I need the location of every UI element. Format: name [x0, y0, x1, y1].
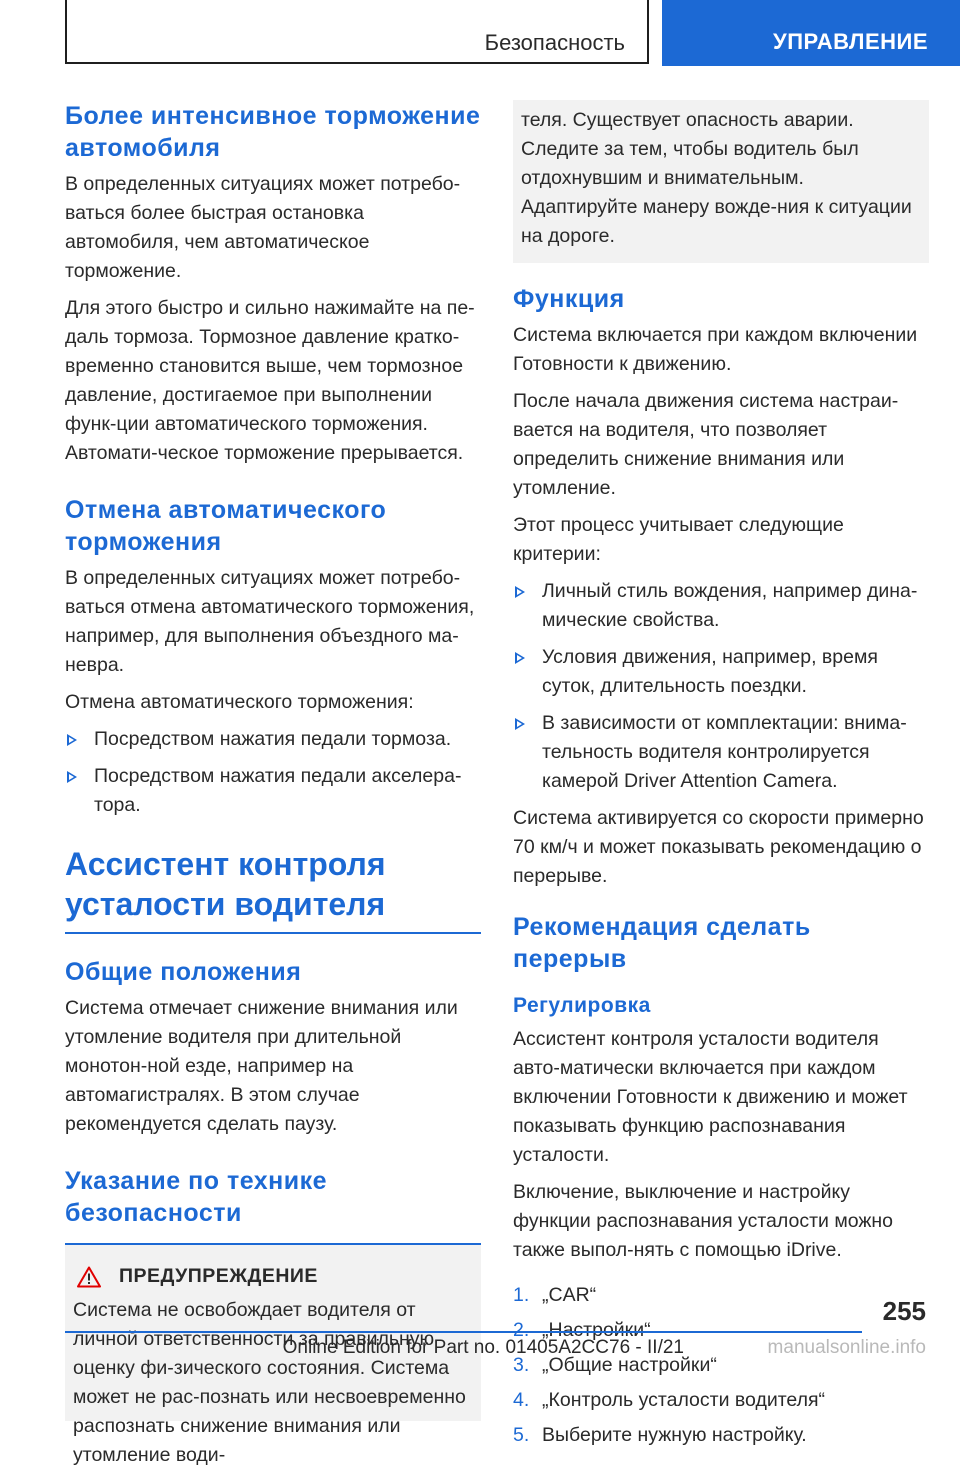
paragraph: В определенных ситуациях может потребо-ваться более быстрая остановка автомобиля, чем автоматическое торможение. [65, 173, 461, 282]
list-item: Условия движения, например, время суток, длительность поездки. [513, 643, 929, 701]
paragraph: Этот процесс учитывает следующие критерии: [513, 514, 844, 565]
chapter-tab[interactable] [662, 0, 960, 66]
right-column [513, 100, 929, 1456]
heading-adjustment: Регулировка [513, 994, 651, 1017]
footer-divider [65, 1331, 862, 1333]
heading-safety-note: Указание по технике безопасности [65, 1167, 328, 1227]
criteria-list [513, 577, 929, 796]
paragraph: Система активируется со скорости примерно 70 км/ч и может показывать рекомендацию о перерыве. [513, 807, 924, 887]
paragraph: Система включается при каждом включении Готовности к движению. [513, 324, 918, 375]
heading-cancel-braking: Отмена автоматического торможения [65, 496, 387, 556]
heading-divider [65, 932, 481, 934]
triangle-bullet-icon [515, 652, 525, 664]
paragraph: Для этого быстро и сильно нажимайте на пе-даль тормоза. Тормозное давление кратко-временно становится выше, чем тормозное давление, достигаемое при выполнении функ-ции автоматического торможения. Автомати-ческое торможение прерывается. [65, 297, 475, 464]
paragraph: В определенных ситуациях может потребо-ваться отмена автоматического торможения, например, для выполнения объездного ма-невра. [65, 567, 475, 676]
list-item: В зависимости от комплектации: внима-тельность водителя контролируется камерой Driver Attention Camera. [513, 709, 929, 796]
triangle-bullet-icon [515, 718, 525, 730]
list-item: Посредством нажатия педали акселера-тора. [65, 762, 481, 820]
warning-title: ПРЕДУПРЕЖДЕНИЕ [119, 1265, 318, 1287]
heading-function: Функция [513, 285, 625, 313]
paragraph: Ассистент контроля усталости водителя авто-матически включается при каждом включении Готовности к движению и может показывать функцию распознавания усталости. [513, 1028, 908, 1166]
warning-triangle-icon [77, 1266, 101, 1288]
warning-text: Система не освобождает водителя от личной ответственности за правильную оценку фи-зического состояния. Система может не рас-познать или несвоевременно распознать снижение внимания или утомление води- [73, 1299, 466, 1466]
warning-text-continued: теля. Существует опасность аварии. Следите за тем, чтобы водитель был отдохнувшим и внимательным. Адаптируйте манеру вожде-ния к ситуации на дороге. [521, 109, 912, 247]
page-number: 255 [882, 1296, 926, 1326]
triangle-bullet-icon [67, 734, 77, 746]
step-item: 5. Выберите нужную настройку. [513, 1424, 807, 1446]
step-item: 4. „Контроль усталости водителя“ [513, 1389, 826, 1411]
edition-text: Online Edition for Part no. 01405A2CC76 - II/21 [282, 1337, 684, 1358]
paragraph: После начала движения система настраи-вается на водителя, что позволяет определить снижение внимания или утомление. [513, 390, 899, 499]
left-column [65, 100, 481, 1466]
heading-general: Общие положения [65, 958, 302, 986]
heading-fatigue-assistant: Ассистент контроля усталости водителя [65, 846, 386, 922]
step-item: 1. „CAR“ [513, 1284, 597, 1306]
section-title: Безопасность [484, 30, 625, 55]
paragraph: Отмена автоматического торможения: [65, 691, 414, 713]
cancel-list [65, 725, 481, 820]
paragraph: Включение, выключение и настройку функции распознавания усталости можно также выпол-нять с помощью iDrive. [513, 1181, 894, 1261]
list-item: Посредством нажатия педали тормоза. [65, 725, 481, 754]
steps-list [513, 1281, 929, 1450]
triangle-bullet-icon [515, 586, 525, 598]
list-item: Личный стиль вождения, например дина-мические свойства. [513, 577, 929, 635]
heading-intensive-braking: Более интенсивное торможение автомобиля [65, 102, 481, 162]
triangle-bullet-icon [67, 771, 77, 783]
heading-break-recommendation: Рекомендация сделать перерыв [513, 913, 811, 973]
paragraph: Система отмечает снижение внимания или утомление водителя при длительной монотон-ной езде, например на автомагистралях. В этом случае рекомендуется сделать паузу. [65, 997, 458, 1135]
step-item: 2. „Настройки“ [513, 1319, 651, 1341]
watermark-text: manualsonline.info [767, 1337, 926, 1358]
chapter-title: УПРАВЛЕНИЕ [773, 29, 928, 54]
step-item: 3. „Общие настройки“ [513, 1354, 717, 1376]
header-section-box [65, 0, 649, 64]
warning-box-continued [513, 100, 929, 263]
